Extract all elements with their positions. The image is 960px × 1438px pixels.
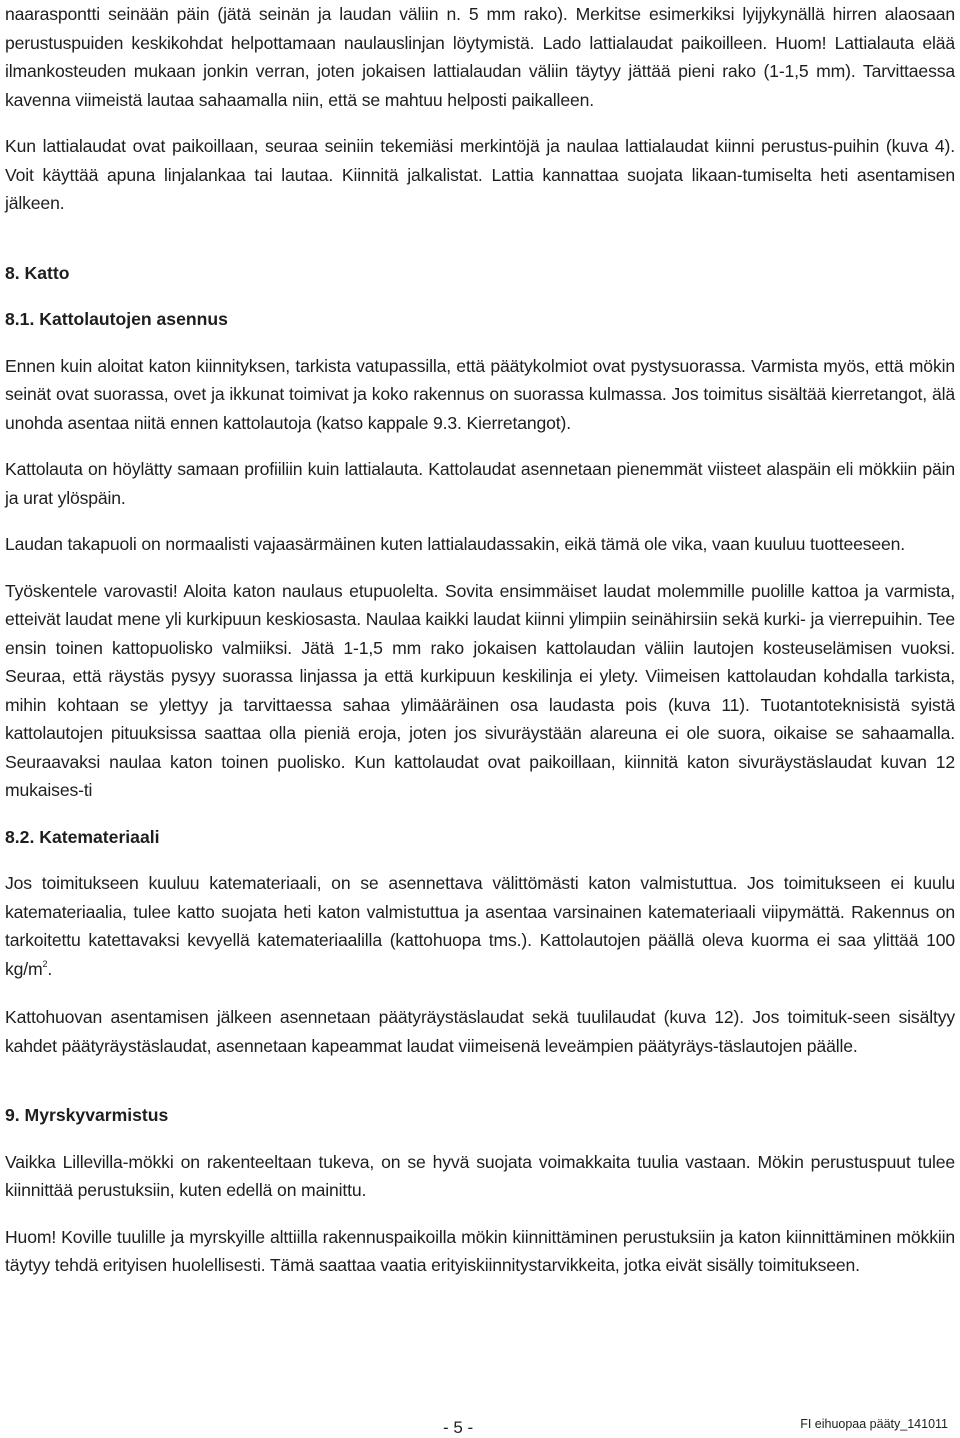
document-code: FI eihuopaa pääty_141011	[800, 1417, 948, 1431]
paragraph-roofing-material	[5, 869, 955, 983]
roofing-text: Jos toimitukseen kuuluu katemateriaali, on se asennettava välittömästi katon valmistuttua. Jos toimitukseen ei kuulu katemateriaalia, tulee katto suojata heti katon valmistuttua ja asentaa varsinainen katemateriaali viipymättä. Rakennus on tarkoitettu katettavaksi kevyellä katemateriaalilla (kattohuopa tms.). Kattolautojen päällä oleva kuorma ei saa ylittää 100 kg/m	[5, 873, 955, 979]
page-number: - 5 -	[443, 1418, 474, 1437]
paragraph-roof-check: Ennen kuin aloitat katon kiinnityksen, tarkista vatupassilla, että päätykolmiot ovat pystysuorassa. Varmista myös, että mökin seinät ovat suorassa, ovet ja ikkunat toimivat ja koko rakennus on suorassa kulmassa. Jos toimitus sisältää kierretangot, älä unohda asentaa niitä ennen kattolautoja (katso kappale 9.3. Kierretangot).	[5, 355, 955, 433]
heading-roof: 8. Katto	[5, 262, 70, 283]
superscript-two: 2	[42, 958, 48, 969]
heading-roofing-material: 8.2. Katemateriaali	[5, 826, 160, 847]
paragraph-roof-nailing: Työskentele varovasti! Aloita katon naulaus etupuolelta. Sovita ensimmäiset laudat molemmille puolille kattoa ja varmista, etteivät laudat mene yli kurkipuun keskiosasta. Naulaa kaikki laudat kiinni ylimpiin seinähirsiin sekä kurki- ja vierrepuihin. Tee ensin toinen kattopuolisko valmiiksi. Jätä 1-1,5 mm rako jokaisen kattolaudan väliin lautojen kosteuselämisen vuoksi. Seuraa, että räystäs pysyy suorassa linjassa ja että kurkipuun keskilinja ei ylety. Viimeisen kattolaudan kohdalla tarkista, mihin kohtaan se ylettyy ja tarvittaessa sahaa ylimääräinen osa laudasta pois (kuva 11). Tuotantoteknisistä syistä kattolautojen pituuksissa saattaa olla pieniä eroja, joten jos sivuräystään alareuna ei ole suora, oikaise se sahaamalla. Seuraavaksi naulaa katon toinen puolisko. Kun kattolaudat ovat paikoillaan, kiinnitä katon sivuräystäslaudat kuvan 12 mukaises-ti	[5, 580, 955, 800]
paragraph-gable-boards: Kattohuovan asentamisen jälkeen asennetaan päätyräystäslaudat sekä tuulilaudat (kuva 12). Jos toimituk-seen sisältyy kahdet päätyräystäslaudat, asennetaan kapeammat laudat viimeisenä leveämpien päätyräys-täslautojen päälle.	[5, 1007, 955, 1056]
document-page	[5, 0, 955, 1280]
paragraph-storm-intro: Vaikka Lillevilla-mökki on rakenteeltaan tukeva, on se hyvä suojata voimakkaita tuulia vastaan. Mökin perustuspuut tulee kiinnittää perustuksiin, kuten edellä on mainittu.	[5, 1151, 955, 1200]
paragraph-roof-profile: Kattolauta on höylätty samaan profiiliin kuin lattialauta. Kattolaudat asennetaan pienemmät viisteet alaspäin eli mökkiin päin ja urat ylöspäin.	[5, 459, 955, 508]
paragraph-storm-note: Huom! Koville tuulille ja myrskyille alttiilla rakennuspaikoilla mökin kiinnittäminen perustuksiin ja katon kiinnittäminen mökkiin täytyy tehdä erityisen huolellisesti. Tämä saattaa vaatia erityiskiinnitystarvikkeita, jotka eivät sisälly toimitukseen.	[5, 1226, 955, 1275]
paragraph-board-backside: Laudan takapuoli on normaalisti vajaasärmäinen kuten lattialaudassakin, eikä tämä ole vika, vaan kuuluu tuotteeseen.	[5, 534, 906, 554]
heading-roof-boards: 8.1. Kattolautojen asennus	[5, 309, 228, 329]
roofing-text-end: .	[47, 958, 53, 979]
heading-storm-protection: 9. Myrskyvarmistus	[5, 1105, 169, 1125]
paragraph-floor-nailing: Kun lattialaudat ovat paikoillaan, seuraa seiniin tekemiäsi merkintöjä ja naulaa lattialaudat kiinni perustus-puihin (kuva 4). Voit käyttää apuna linjalankaa tai lautaa. Kiinnitä jalkalistat. Lattia kannattaa suojata likaan-tumiselta heti asentamisen jälkeen.	[5, 136, 955, 213]
paragraph-floor-boards: naaraspontti seinään päin (jätä seinän ja laudan väliin n. 5 mm rako). Merkitse esimerkiksi lyijykynällä hirren alaosaan perustuspuiden keskikohdat helpottamaan naulauslinjan löytymistä. Lado lattialaudat paikoilleen. Huom! Lattialauta elää ilmankosteuden mukaan jonkin verran, joten jokaisen lattialaudan väliin täytyy jättää pieni rako (1-1,5 mm). Tarvittaessa kavenna viimeistä lautaa sahaamalla niin, että se mahtuu helposti paikalleen.	[5, 4, 955, 110]
